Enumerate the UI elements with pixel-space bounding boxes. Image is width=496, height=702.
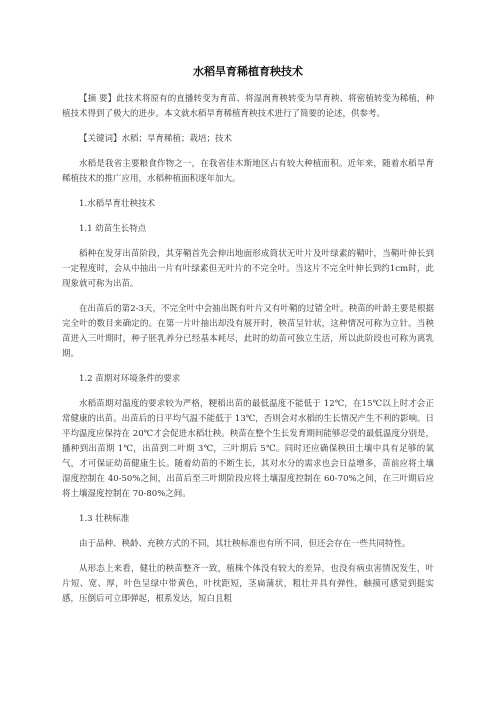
section-heading-1-2: 1.2 苗期对环境条件的要求 bbox=[79, 374, 181, 384]
section-heading-1-1: 1.1 幼苗生长特点 bbox=[79, 224, 147, 234]
document-title: 水稻旱育稀植育秧技术 bbox=[193, 65, 303, 78]
body-paragraph-2: 在出苗后的第2-3天，不完全叶中会抽出既有叶片又有叶鞘的过错全叶。秧苗的叶龄主要是根据完全叶的数目来确定的。在第一片叶抽出却没有展开时，秧苗呈针状，这种情况可称为立针。当秧苗进入三叶期时，种子胚乳养分已经基本耗尽，此时的幼苗可独立生活，所以此阶段也可称为离乳期。 bbox=[62, 304, 434, 359]
keywords-paragraph: 【关键词】水稻；旱育稀植；栽培；技术 bbox=[79, 134, 233, 144]
body-paragraph-5: 从形态上来看，健壮的秧苗整齐一致，植株个体没有较大的差异，也没有病虫害情况发生，叶片短、宽、厚，叶色呈绿中带黄色，叶枕距短，茎扁蒲状，粗壮并具有弹性，触摸可感觉到挺实感，压倒后可立即弹起，根系发达，短白且粗 bbox=[62, 564, 434, 604]
abstract-paragraph: 【摘 要】此技术将原有的直播转变为育苗、将湿润育秧转变为旱育秧、将密植转变为稀植，种植技术得到了极大的进步。本文就水稻旱育稀植育秧技术进行了简要的论述，供参考。 bbox=[62, 94, 434, 119]
section-heading-1: 1.水稻旱育壮秧技术 bbox=[79, 199, 156, 209]
section-heading-1-3: 1.3 壮秧标准 bbox=[79, 514, 130, 524]
body-paragraph-1: 稻种在发芽出苗阶段，其芽鞘首先会伸出地面形成筒状无叶片及叶绿素的鞘叶，当鞘叶伸长到一定程度时，会从中抽出一片有叶绿素但无叶片的不完全叶。当这片不完全叶伸长到约1cm时，此现象就可称为出苗。 bbox=[62, 249, 434, 289]
body-paragraph-3: 水稻苗期对温度的要求较为严格，粳稻出苗的最低温度不能低于 12℃，在15℃以上时才会正常健康的出苗。出苗后的日平均气温不能低于 13℃，否则会对水稻的生长情况产生不利的影响。日平均温度应保持在 20℃才会促进水稻壮秧。秧苗在整个生长发育期间能够忍受的最低温度分别是，播种到出苗期 1℃，出苗到二叶期 3℃，三叶期后 5℃。同时还应确保秧田土壤中具有足够的氧气，才可保证幼苗健康生长。随着幼苗的不断生长，其对水分的需求也会日益增多，苗前应将土壤湿度控制在 40-50%之间，出苗后至三叶期阶段应将土壤湿度控制在 60-70%之间，在三叶期后应将土壤湿度控制在 70-80%之间。 bbox=[62, 399, 434, 499]
body-paragraph-4: 由于品种、秧龄、充秧方式的不同，其壮秧标准也有所不同，但还会存在一些共同特性。 bbox=[79, 539, 411, 549]
intro-paragraph: 水稻是我省主要粮食作物之一，在我省佳木斯地区占有较大种植面积。近年来，随着水稻旱育稀植技术的推广应用，水稻种植面积逐年加大。 bbox=[62, 159, 434, 184]
